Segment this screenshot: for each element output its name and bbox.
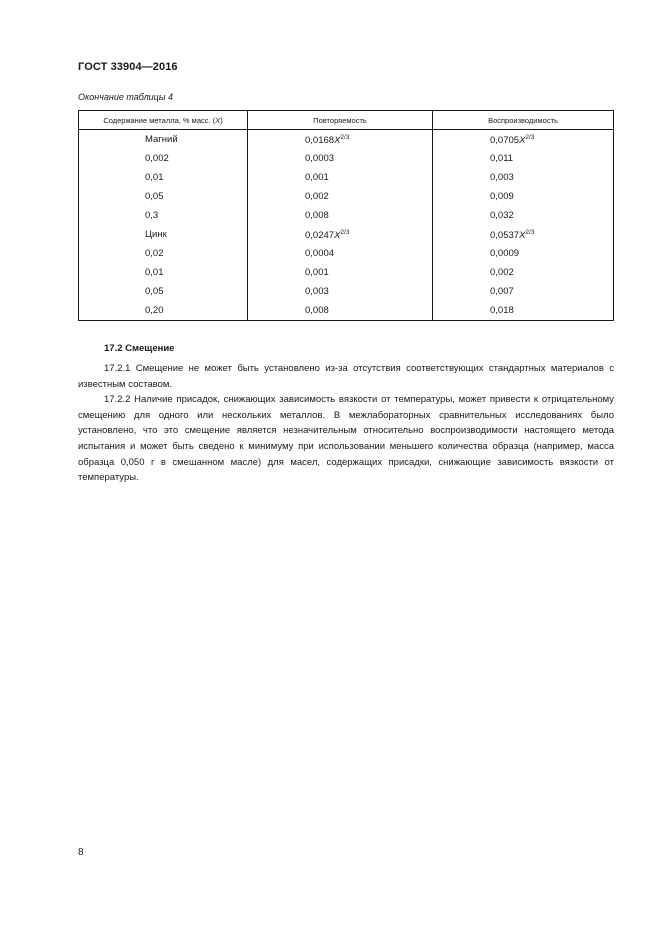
paragraph-17-2-1: 17.2.1 Смещение не может быть установлено из-за отсутствия соответствующих стандартных материалов с известным составом. [78,363,614,390]
table-cell-c3: 0,002 [433,263,614,282]
table-cell-c3: 0,009 [433,187,614,206]
table-cell-c2: 0,008 [248,301,433,321]
document-standard-header: ГОСТ 33904—2016 [78,61,178,73]
table-cell-c1: Цинк [79,225,248,244]
table-cell-c1: 0,05 [79,282,248,301]
table-cell-c2: 0,001 [248,263,433,282]
table-cell-c1: Магний [79,130,248,150]
table-cell-c3: 0,0009 [433,244,614,263]
table-cell-c2: 0,008 [248,206,433,225]
table-row [79,244,614,263]
table-cell-c2: 0,002 [248,187,433,206]
header-metal-content: Содержание металла, % масс. (X) [79,111,248,130]
table-row [79,206,614,225]
table-row [79,301,614,321]
header-repeatability: Повторяемость [248,111,433,130]
section-title: 17.2 Смещение [104,343,175,354]
table-cell-c1: 0,01 [79,263,248,282]
table-row [79,225,614,244]
page-number: 8 [78,847,84,858]
table-cell-c2: 0,0004 [248,244,433,263]
header-reproducibility: Воспроизводимость [433,111,614,130]
table-cell-c1: 0,01 [79,168,248,187]
table-cell-c2: $0,0168X^{2/3}$ [248,130,433,150]
table-cell-c2: 0,001 [248,168,433,187]
table-cell-c3: 0,003 [433,168,614,187]
table-cell-c1: 0,02 [79,244,248,263]
metal-precision-table [78,110,614,321]
table-row [79,130,614,150]
table-cell-c3: 0,007 [433,282,614,301]
table-cell-c3: 0,018 [433,301,614,321]
table-cell-c3: 0,032 [433,206,614,225]
table-row [79,168,614,187]
table-cell-c1: 0,20 [79,301,248,321]
table-cell-c3: $0,0537X^{2/3}$ [433,225,614,244]
table-caption: Окончание таблицы 4 [78,92,173,102]
table-cell-c1: 0,3 [79,206,248,225]
table-cell-c3: 0,011 [433,149,614,168]
table-row [79,149,614,168]
table-body [79,130,614,321]
table-header-row [79,111,614,130]
table-cell-c1: 0,002 [79,149,248,168]
table-cell-c2: $0,0247X^{2/3}$ [248,225,433,244]
section-body [78,361,614,486]
table-row [79,187,614,206]
paragraph-17-2-2: 17.2.2 Наличие присадок, снижающих зависимость вязкости от температуры, может привести к отрицательному смещению для одного или нескольких металлов. В межлабораторных сравнительных исследованиях было установлено, что это смещение является незначительным относительно воспроизводимости настоящего метода испытания и может быть сведено к минимуму при использовании меньшего количества образца (например, масса образца 0,050 г в смешанном масле) для масел, содержащих присадки, снижающие зависимость вязкости от температуры. [78,394,614,484]
table-cell-c1: 0,05 [79,187,248,206]
table-cell-c2: 0,0003 [248,149,433,168]
table-cell-c3: $0,0705X^{2/3}$ [433,130,614,150]
table-row [79,282,614,301]
table-row [79,263,614,282]
table-cell-c2: 0,003 [248,282,433,301]
